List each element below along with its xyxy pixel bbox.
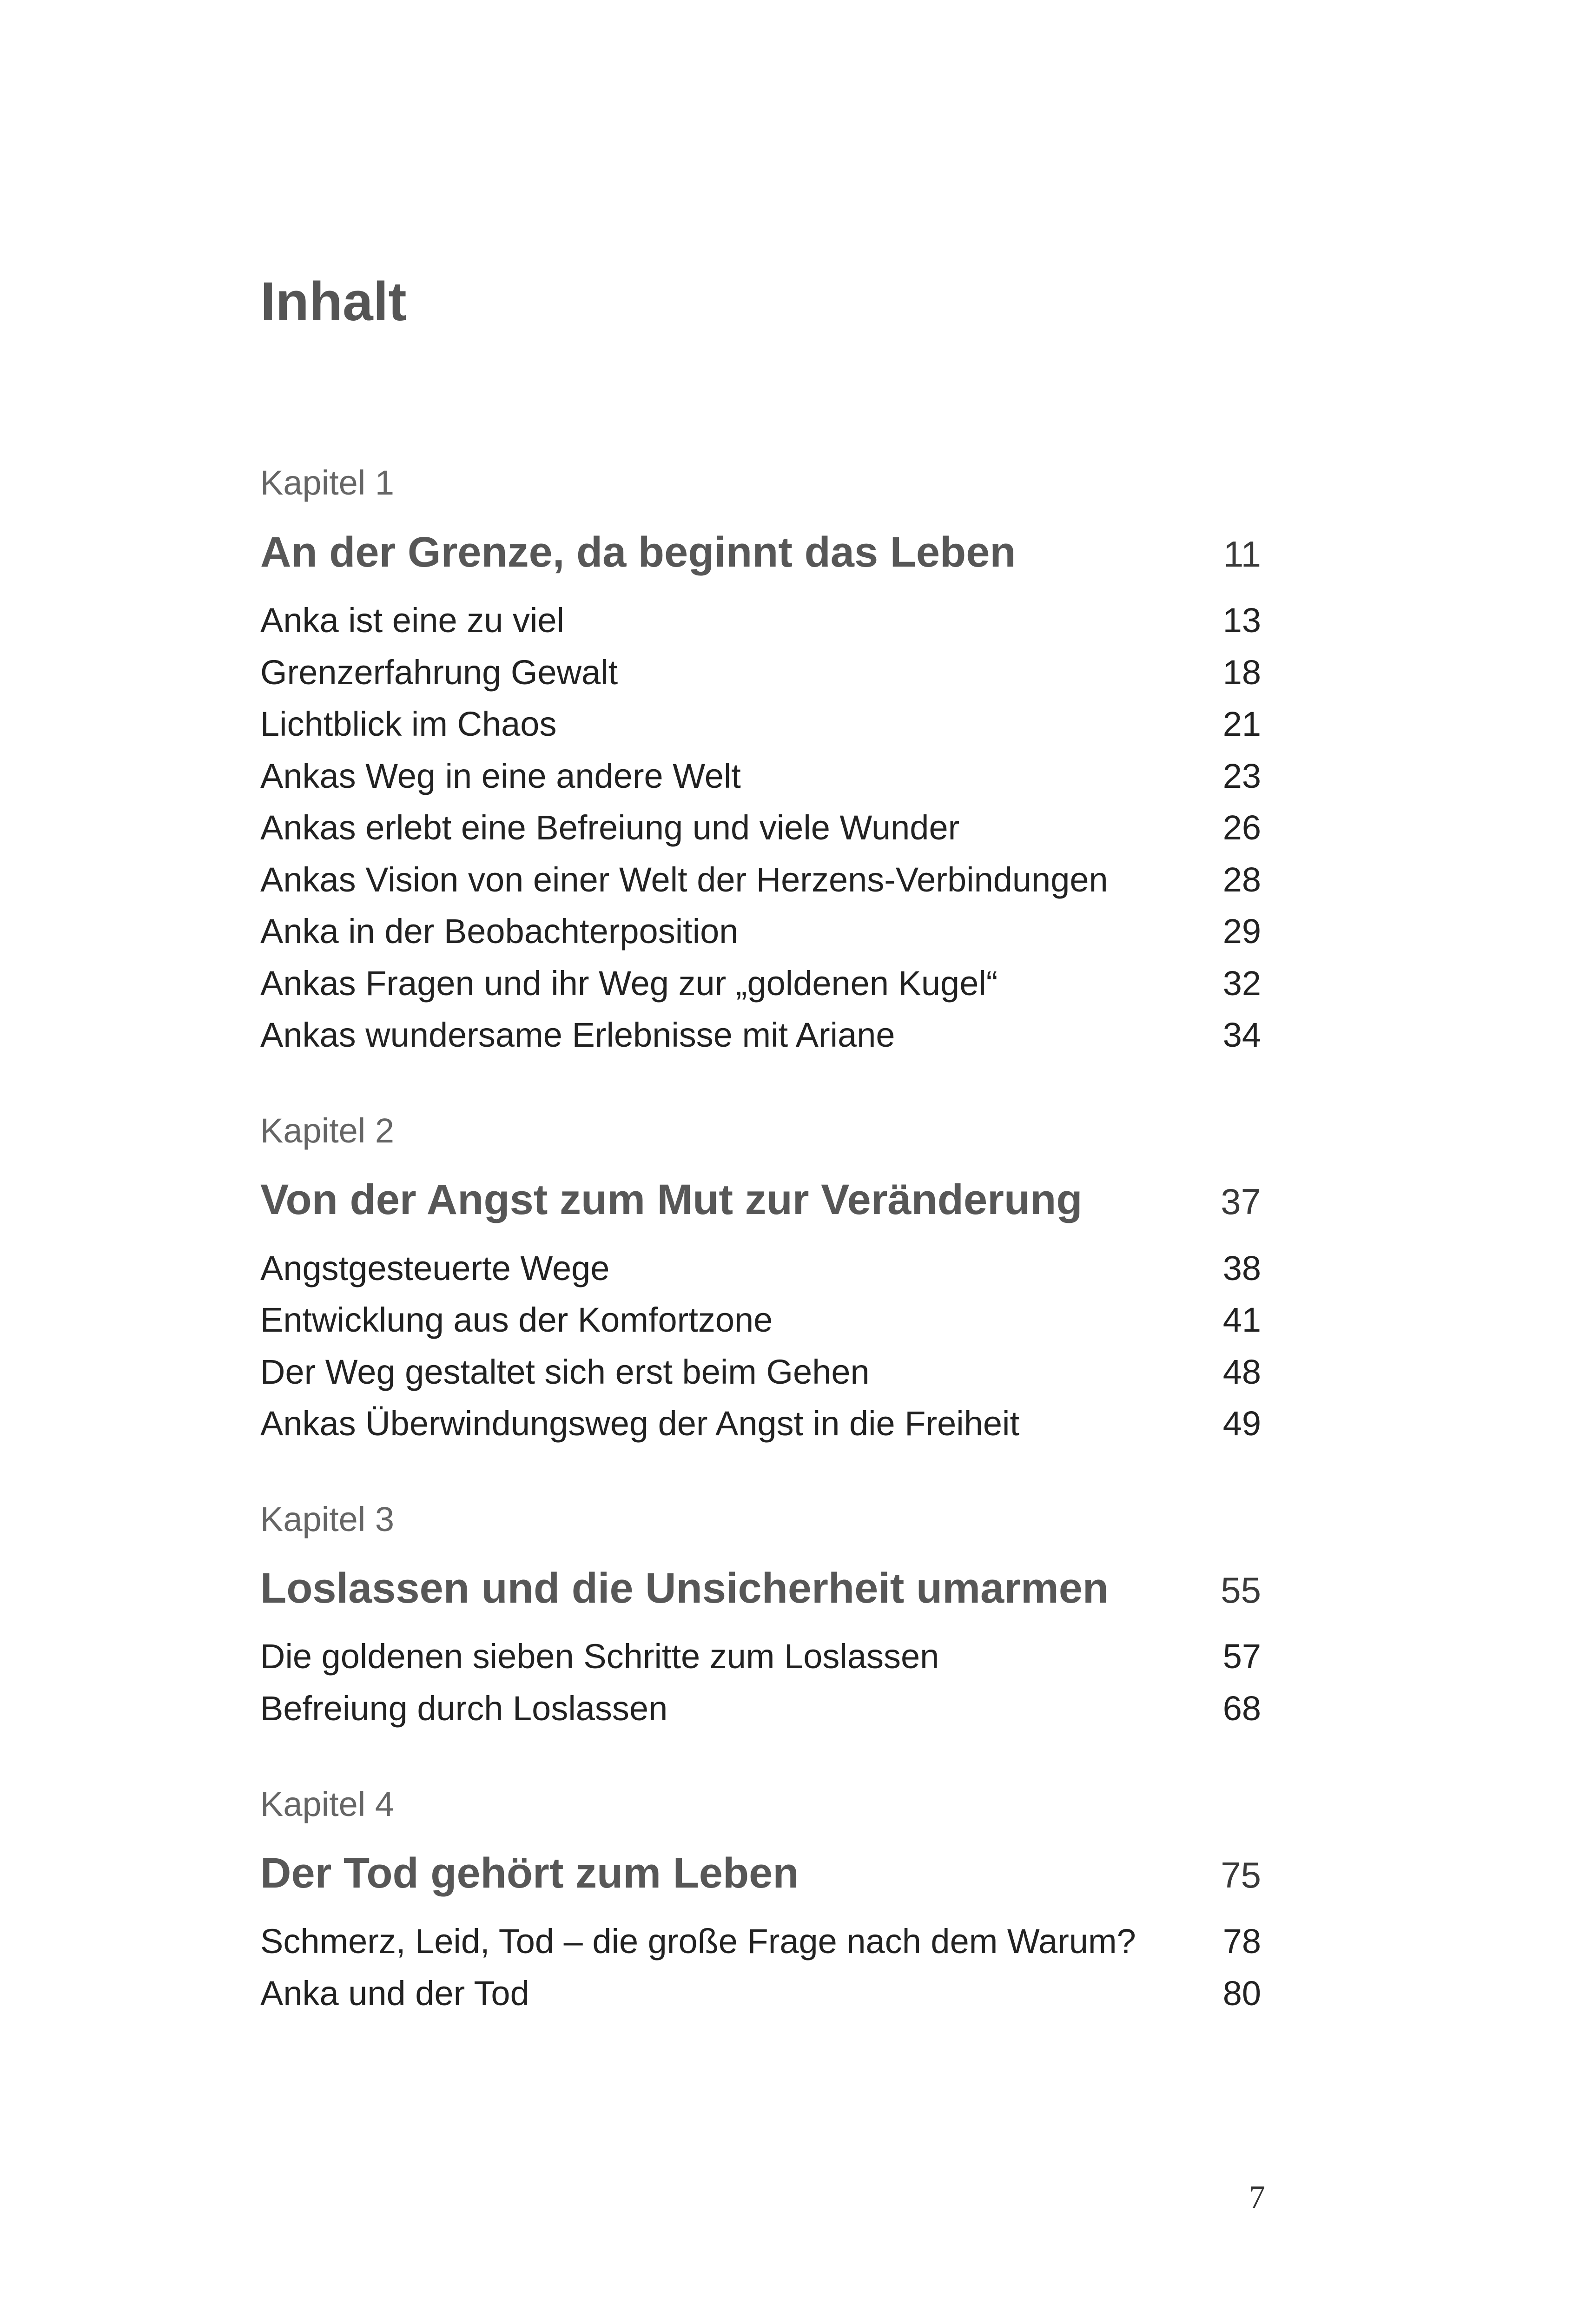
toc-entry-title: Die goldenen sieben Schritte zum Loslassen	[260, 1637, 939, 1676]
chapter-label: Kapitel 2	[260, 1111, 394, 1150]
toc-entry	[260, 966, 1261, 1001]
toc-entry-page: 41	[1222, 1301, 1261, 1339]
toc-entry-title: Angstgesteuerte Wege	[260, 1249, 610, 1287]
toc-entry-title: Schmerz, Leid, Tod – die große Frage nach dem Warum?	[260, 1922, 1136, 1961]
chapter-label: Kapitel 1	[260, 463, 394, 502]
toc-entry-page: 28	[1222, 860, 1261, 899]
toc-entry	[260, 1355, 1261, 1389]
chapter-heading-title: Der Tod gehört zum Leben	[260, 1849, 799, 1897]
chapter-heading-title: Loslassen und die Unsicherheit umarmen	[260, 1565, 1109, 1612]
toc-entry-title: Ankas Weg in eine andere Welt	[260, 757, 741, 795]
toc-entry-title: Anka und der Tod	[260, 1974, 529, 2013]
chapter-label: Kapitel 3	[260, 1500, 394, 1538]
toc-entry-page: 32	[1222, 964, 1261, 1003]
toc-entry-page: 23	[1222, 757, 1261, 795]
toc-entry-page: 34	[1222, 1016, 1261, 1054]
toc-entry	[260, 655, 1261, 690]
chapter-heading	[260, 1178, 1261, 1221]
chapter-heading-title: An der Grenze, da beginnt das Leben	[260, 528, 1016, 576]
toc-entry-page: 80	[1222, 1974, 1261, 2013]
toc-entry-page: 68	[1222, 1689, 1261, 1728]
toc-entry-page: 26	[1222, 808, 1261, 847]
toc-entry-title: Ankas Überwindungsweg der Angst in die Freiheit	[260, 1404, 1020, 1443]
toc-entry	[260, 1976, 1261, 2011]
toc-entry-title: Ankas wundersame Erlebnisse mit Ariane	[260, 1016, 895, 1054]
toc-entry	[260, 808, 1261, 847]
chapter-label: Kapitel 4	[260, 1785, 394, 1823]
toc-entry-page: 18	[1222, 653, 1261, 692]
toc-entry-title: Grenzerfahrung Gewalt	[260, 653, 618, 692]
chapter-heading-title: Von der Angst zum Mut zur Veränderung	[260, 1176, 1083, 1223]
toc-entry	[260, 1691, 1261, 1726]
toc-entry	[260, 914, 1261, 949]
toc-entry-title: Anka in der Beobachterposition	[260, 912, 739, 951]
toc-entry-page: 48	[1222, 1353, 1261, 1391]
toc-entry	[260, 759, 1261, 793]
chapter-heading-page: 37	[1221, 1181, 1261, 1222]
toc-entry-title: Befreiung durch Loslassen	[260, 1689, 668, 1728]
toc-entry-title: Ankas erlebt eine Befreiung und viele Wunder	[260, 808, 960, 847]
toc-entry	[260, 1018, 1261, 1052]
chapter-heading	[260, 528, 1261, 576]
toc-entry-page: 57	[1222, 1637, 1261, 1676]
toc-entry-page: 13	[1222, 601, 1261, 640]
page-title: Inhalt	[260, 271, 407, 332]
toc-entry-title: Ankas Fragen und ihr Weg zur „goldenen Kugel“	[260, 964, 998, 1003]
chapter-heading-page: 11	[1223, 534, 1261, 574]
toc-entry	[260, 1251, 1261, 1286]
toc-entry	[260, 860, 1261, 899]
toc-entry-page: 49	[1222, 1404, 1261, 1443]
toc-entry-page: 29	[1222, 912, 1261, 951]
toc-entry-title: Der Weg gestaltet sich erst beim Gehen	[260, 1353, 870, 1391]
chapter-heading-page: 75	[1221, 1855, 1261, 1895]
toc-entry	[260, 1406, 1261, 1441]
toc-entry-title: Ankas Vision von einer Welt der Herzens-Verbindungen	[260, 860, 1108, 899]
toc-entry-page: 78	[1222, 1922, 1261, 1961]
toc-entry-page: 38	[1222, 1249, 1261, 1287]
page-number: 7	[1249, 2179, 1265, 2215]
toc-entry-title: Entwicklung aus der Komfortzone	[260, 1301, 773, 1339]
chapter-heading	[260, 1567, 1261, 1610]
toc-entry	[260, 1924, 1261, 1959]
toc-entry	[260, 1639, 1261, 1674]
toc-entry	[260, 1303, 1261, 1337]
toc-entry	[260, 707, 1261, 741]
chapter-heading-page: 55	[1221, 1570, 1261, 1611]
chapter-heading	[260, 1849, 1261, 1897]
toc-entry-page: 21	[1222, 705, 1261, 743]
toc-entry-title: Lichtblick im Chaos	[260, 705, 557, 743]
toc-entry-title: Anka ist eine zu viel	[260, 601, 565, 640]
toc-entry	[260, 603, 1261, 638]
